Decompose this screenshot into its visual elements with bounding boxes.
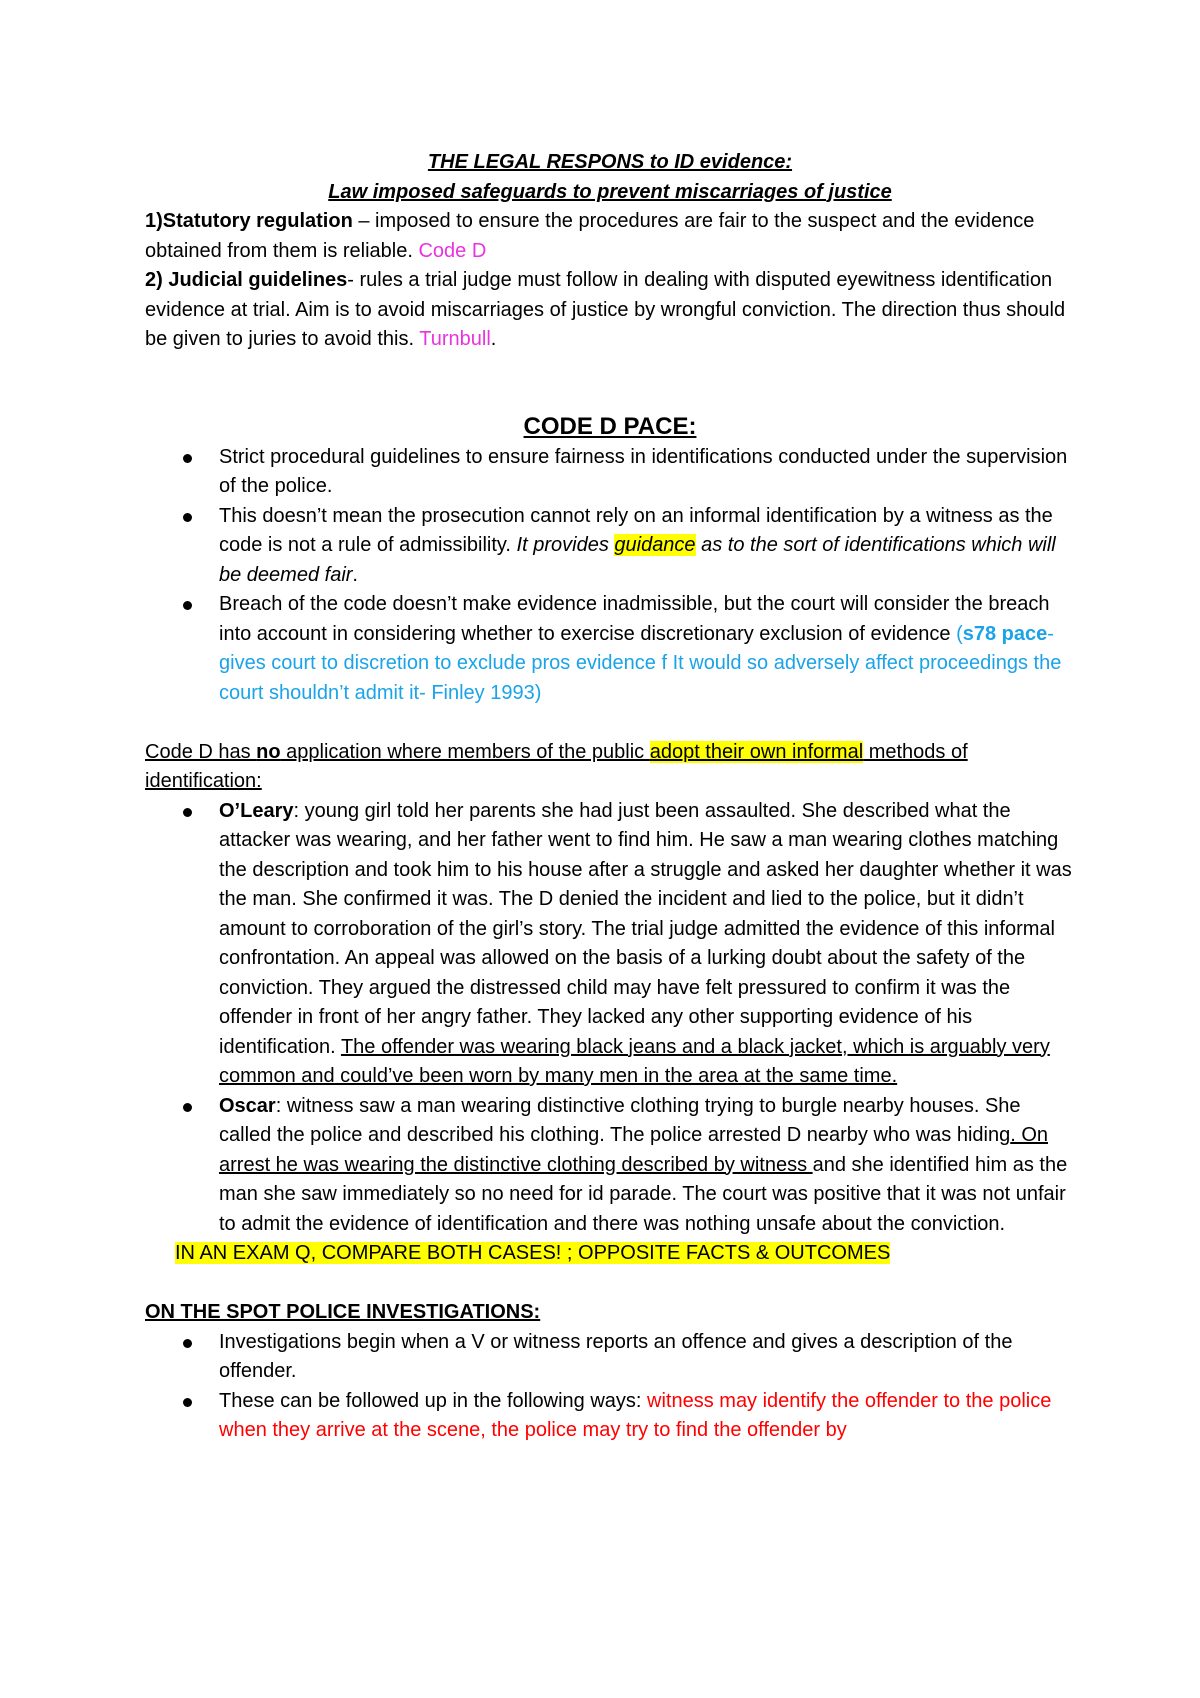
- list-item-text: Breach of the code doesn’t make evidence inadmissible, but the court will consider the breach into account in considering whether to exercise discretionary exclusion of evidence: [219, 593, 1050, 645]
- lead-text: Code D has: [145, 740, 257, 763]
- judicial-guidelines-text: - rules a trial judge must follow in dealing with disputed eyewitness identification evidence at trial. Aim is to avoid miscarriages of justice by wrongful conviction. The direction thus should be given to juries to avoid this.: [145, 269, 1066, 350]
- code-d-list: [145, 443, 1075, 709]
- list-item-italic: as to the sort of identifications which will be deemed fair: [219, 534, 1056, 586]
- bullet-icon: [183, 1398, 192, 1407]
- bullet-icon: [183, 1339, 192, 1348]
- bullet-icon: [183, 513, 192, 522]
- statutory-regulation-paragraph: [145, 207, 1075, 266]
- code-d-heading: CODE D PACE:: [523, 412, 697, 440]
- list-item-end: .: [352, 563, 358, 586]
- bullet-icon: [183, 808, 192, 817]
- lead-text: application where members of the public: [280, 740, 650, 763]
- spot-investigations-heading: ON THE SPOT POLICE INVESTIGATIONS:: [145, 1301, 541, 1323]
- case-name: O’Leary: [219, 799, 294, 822]
- spot-list: [145, 1328, 1075, 1446]
- list-item-oscar: [145, 1092, 1075, 1240]
- turnbull-reference: Turnbull: [419, 328, 491, 350]
- document-page: [145, 148, 1075, 1446]
- statutory-regulation-label: 1)Statutory regulation: [145, 210, 353, 232]
- s78-pace-label: s78 pace: [962, 622, 1048, 645]
- judicial-guidelines-label: 2) Judicial guidelines: [145, 269, 348, 291]
- cases-list: [145, 797, 1075, 1240]
- list-item-text: Strict procedural guidelines to ensure fairness in identifications conducted under the supervision of the police.: [219, 445, 1068, 497]
- s78-open-paren: (: [956, 622, 963, 645]
- s78-pace-note: - gives court to discretion to exclude pros evidence f It would so adversely affect proceedings the court shouldn’t admit it- Finley 1993): [219, 622, 1062, 704]
- document-title: THE LEGAL RESPONS to ID evidence:: [427, 151, 793, 173]
- list-item-text: Investigations begin when a V or witness reports an offence and gives a description of the offender.: [219, 1330, 1013, 1382]
- list-item-italic: It provides: [516, 534, 615, 556]
- judicial-guidelines-paragraph: [145, 266, 1075, 355]
- exam-note: [145, 1239, 1075, 1269]
- case-underlined: . On arrest he was wearing the distinctive clothing described by witness: [219, 1124, 1049, 1176]
- judicial-guidelines-end: .: [490, 328, 497, 350]
- case-underlined: The offender was wearing black jeans and a black jacket, which is arguably very common and could’ve been worn by many men in the area at the same time.: [219, 1035, 1050, 1087]
- list-item-oleary: [145, 797, 1075, 1092]
- bullet-icon: [183, 601, 192, 610]
- case-text: and she identified him as the man she saw immediately so no need for id parade. The court was positive that it was not unfair to admit the evidence of identification and there was nothing unsafe about the conviction.: [219, 1153, 1068, 1235]
- case-name: Oscar: [219, 1094, 276, 1117]
- lead-text: methods of identification:: [145, 740, 968, 792]
- case-text: : witness saw a man wearing distinctive clothing trying to burgle nearby houses. She called the police and described his clothing. The police arrested D nearby who was hiding: [219, 1094, 1021, 1146]
- bullet-icon: [183, 454, 192, 463]
- list-item-red-text: witness may identify the offender to the police when they arrive at the scene, the police may try to find the offender by: [219, 1389, 1052, 1441]
- public-identification-lead: [145, 738, 1075, 797]
- list-item: [145, 443, 1075, 502]
- case-text: : young girl told her parents she had just been assaulted. She described what the attacker was wearing, and her father went to find him. He saw a man wearing clothes matching the description and took him to his house after a struggle and asked her daughter whether it was the man. She confirmed it was. The D denied the incident and lied to the police, but it didn’t amount to corroboration of the girl’s story. The trial judge admitted the evidence of this informal confrontation. An appeal was allowed on the basis of a lurking doubt about the safety of the conviction. They argued the distressed child may have felt pressured to confirm it was the offender in front of her angry father. They lacked any other supporting evidence of his identification.: [219, 799, 1072, 1058]
- exam-note-text: IN AN EXAM Q, COMPARE BOTH CASES! ; OPPOSITE FACTS & OUTCOMES: [175, 1242, 891, 1264]
- list-item-text: These can be followed up in the following ways:: [219, 1389, 648, 1412]
- list-item: [145, 590, 1075, 708]
- lead-bold: no: [256, 740, 281, 763]
- document-subtitle: Law imposed safeguards to prevent miscarriages of justice: [328, 180, 892, 203]
- highlight-guidance: guidance: [614, 534, 696, 556]
- code-d-reference: Code D: [418, 239, 487, 262]
- statutory-regulation-text: – imposed to ensure the procedures are fair to the suspect and the evidence obtained from them is reliable.: [145, 210, 1035, 262]
- list-item: [145, 1387, 1075, 1446]
- list-item: [145, 1328, 1075, 1387]
- bullet-icon: [183, 1103, 192, 1112]
- list-item: [145, 502, 1075, 591]
- highlight-informal: adopt their own informal: [649, 740, 864, 763]
- list-item-text: This doesn’t mean the prosecution cannot rely on an informal identification by a witness as the code is not a rule of admissibility.: [219, 504, 1053, 556]
